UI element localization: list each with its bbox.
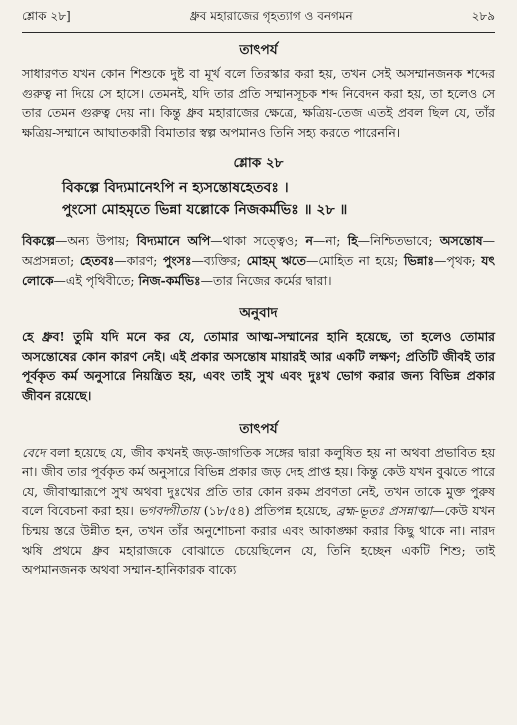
- synonym-word: হি: [347, 233, 358, 249]
- translation-title: অনুবাদ: [239, 305, 278, 322]
- verse-line-1: বিকল্পে বিদ্যমানেঽপি ন হ্যসন্তোষহেতবঃ ।: [62, 180, 289, 197]
- purport-1-title: তাৎপর্য: [239, 42, 278, 58]
- purport-2-brahma-bhuta: ব্রহ্ম-ভূতঃ প্রসন্নাত্মা: [335, 503, 433, 519]
- synonym-word: ন: [305, 233, 313, 249]
- synonym-meaning: —অন্য উপায়;: [54, 233, 137, 249]
- synonym-word: বিকল্পে: [22, 233, 55, 249]
- purport-2-block: [22, 443, 495, 580]
- synonym-meaning: —নিশ্চিতভাবে;: [357, 233, 440, 249]
- word-synonyms: [22, 231, 495, 290]
- synonym-meaning: —না;: [312, 233, 348, 249]
- synonym-word: পুংসঃ: [162, 252, 192, 268]
- synonym-word: বিদ্যমানে অপি: [136, 233, 211, 249]
- synonym-meaning: —এই পৃথিবীতে;: [53, 272, 139, 288]
- purport-2-part-2: (১৮/৫৪) প্রতিপন্ন হয়েছে,: [199, 503, 336, 519]
- translation-text: হে ধ্রুব! তুমি যদি মনে কর যে, তোমার আত্ম-সম্মানের হানি হয়েছে, তা হলেও তোমার অসন্তোষের কোন কারণ নেই। এই প্রকার অসন্তোষ মায়ারই আর একটি লক্ষণ; প্রতিটি জীবই তার পূর্বকৃত কর্ম অনুসারে নিয়ন্ত্রিত হয়, এবং তাই সুখ এবং দুঃখ ভোগ করার জন্য বিভিন্ন প্রকার জীবন রয়েছে।: [22, 329, 495, 403]
- purport-2-title: তাৎপর্য: [239, 420, 278, 437]
- purport-2-veda: বেদে: [22, 444, 46, 460]
- synonym-word: ভিন্নাঃ: [403, 252, 434, 268]
- synonym-meaning: —কারণ;: [114, 252, 163, 268]
- synonym-meaning: —পৃথক;: [434, 252, 482, 268]
- purport-2-part-3: —কেউ যখন চিন্ময় স্তরে উন্নীত হন, তখন তাঁর অনুশোচনা করার এবং আকাঙ্ক্ষা করার কিছু থাকে না। নারদ ঋষি প্রথমে ধ্রুব মহারাজকে বোঝাতে চেয়েছিলেন যে, তিনি হচ্ছেন একটি শিশু; তাই অপমানজনক অথবা সম্মান-হানিকারক বাক্যে: [22, 503, 496, 578]
- header-page-number: ২৮৯: [471, 9, 495, 23]
- page-header: [22, 4, 495, 33]
- purport-2-part-1: বলা হয়েছে যে, জীব কখনই জড়-জাগতিক সঙ্গের দ্বারা কলুষিত হয় না অথবা প্রভাবিত হয় না। জীব তার পূর্বকৃত কর্ম অনুসারে বিভিন্ন প্রকার জড় দেহ প্রাপ্ত হয়। কিন্তু কেউ যখন বুঝতে পারে যে, জীবাত্মারূপে সুখ অথবা দুঃখের প্রতি তার কোন রকম প্রবণতা নেই, তখন তাকে মুক্ত পুরুষ বলে বিবেচনা করা হয়।: [22, 444, 495, 519]
- synonym-meaning: —মোহিত না হয়ে;: [305, 252, 404, 268]
- synonym-meaning: —তার নিজের কর্মের দ্বারা।: [200, 272, 332, 288]
- synonym-meaning: —থাকা সত্ত্বেও;: [210, 233, 306, 249]
- synonym-word: অসন্তোষ: [439, 233, 483, 249]
- verse-line-2: পুংসো মোহমৃতে ভিন্না যল্লোকে নিজকর্মভিঃ ॥ ২৮ ॥: [62, 202, 348, 219]
- header-chapter-title: ধ্রুব মহারাজের গৃহত্যাগ ও বনগমন: [189, 9, 353, 23]
- header-verse-ref: শ্লোক ২৮]: [22, 9, 71, 23]
- purport-2-text: [22, 443, 495, 580]
- verse-number: শ্লোক ২৮: [233, 155, 284, 172]
- translation-block: [22, 327, 495, 405]
- synonym-word: নিজ-কর্মভিঃ: [138, 272, 201, 288]
- purport-2-gita: ভগবদ্গীতায়: [138, 503, 200, 519]
- purport-1-text: সাধারণত যখন কোন শিশুকে দুষ্ট বা মূর্খ বলে তিরস্কার করা হয়, তখন সেই অসম্মানজনক শব্দের গুরুত্ব না দিয়ে সে হাসে। তেমনই, যদি তার প্রতি সম্মানসূচক শব্দ নিবেদন করা হয়, তা হলেও সে তার তেমন গুরুত্ব দেয় না। কিন্তু ধ্রুব মহারাজের ক্ষেত্রে, ক্ষত্রিয়-তেজ এতই প্রবল ছিল যে, তাঁর ক্ষত্রিয়-সম্মানে আঘাতকারী বিমাতার স্বল্প অপমানও তিনি সহ্য করতে পারেননি।: [22, 66, 495, 140]
- synonym-meaning: —অপ্রসন্নতা;: [22, 233, 495, 268]
- synonym-word: হেতবঃ: [79, 252, 115, 268]
- synonym-meaning: —ব্যক্তির;: [191, 252, 247, 268]
- synonym-word: যৎ লোকে: [22, 252, 496, 288]
- synonym-word: মোহম্ ঋতে: [246, 252, 306, 268]
